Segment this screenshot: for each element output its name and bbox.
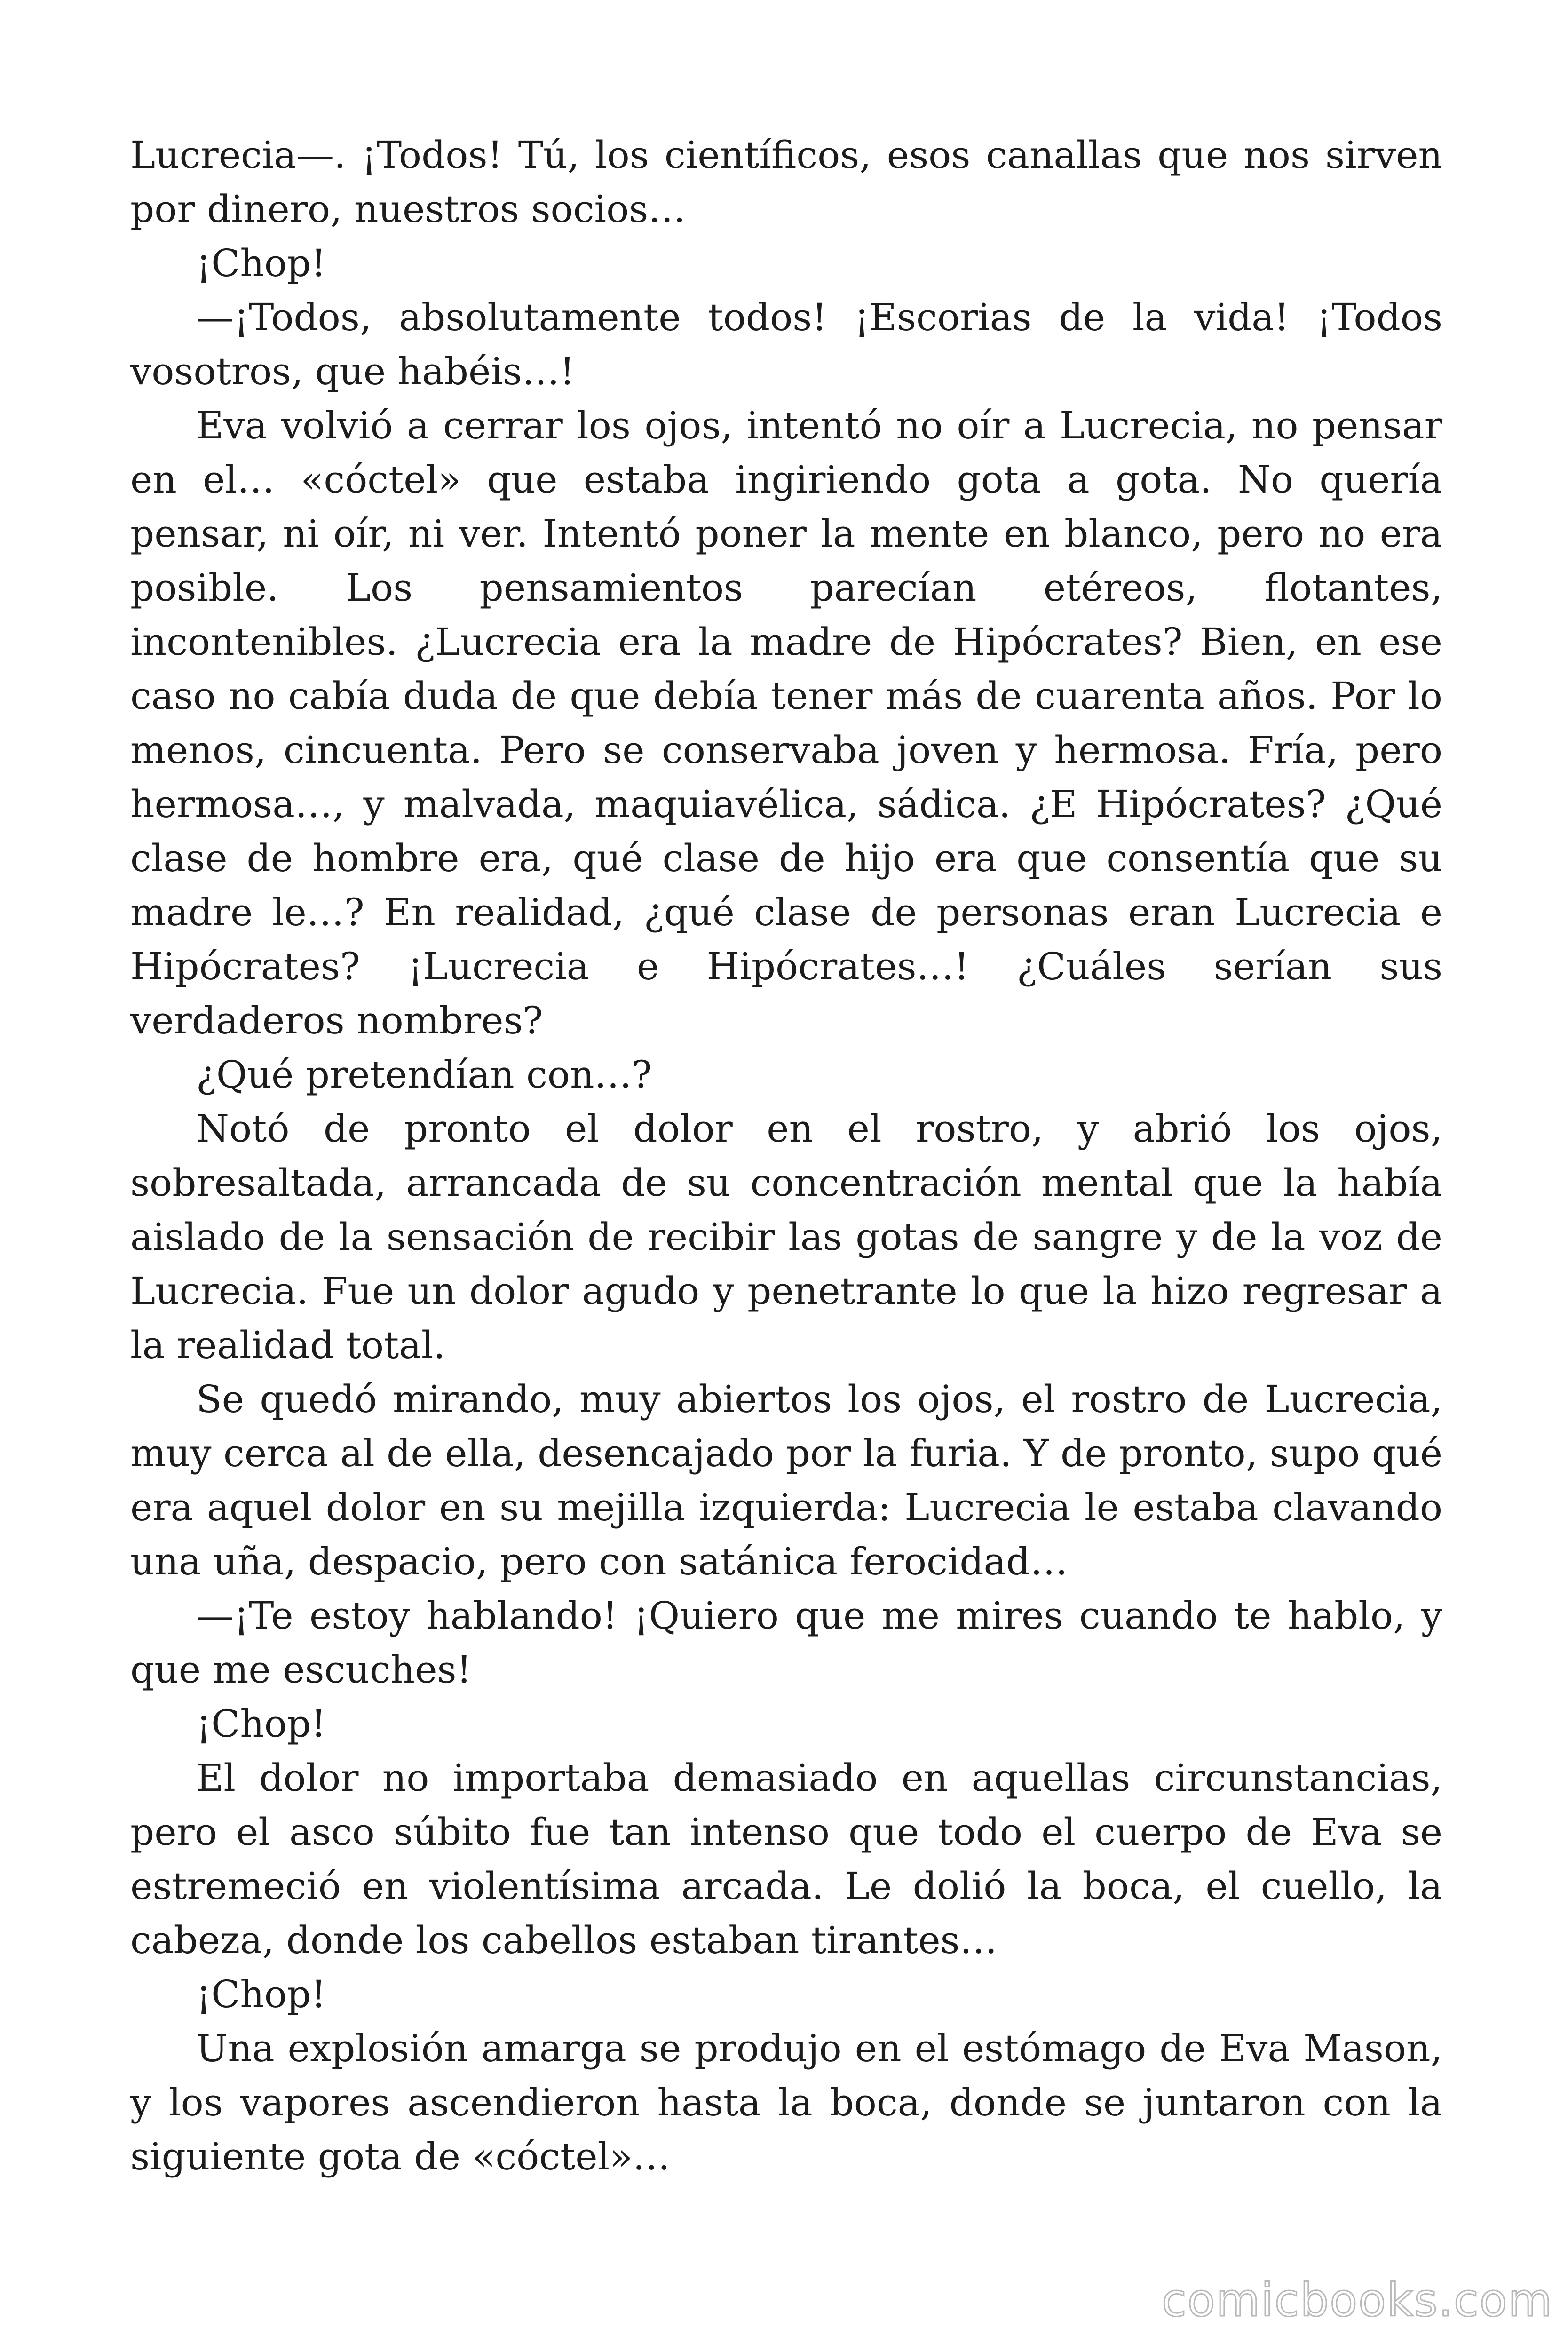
paragraph: El dolor no importaba demasiado en aquellas circunstancias, pero el asco súbito fue tan intenso que todo el cuerpo de Eva se estremeció en violentísima arcada. Le dolió la boca, el cuello, la cabeza, donde los cabellos estaban tirantes… <box>130 1756 1442 1962</box>
paragraph: ¡Chop! <box>196 1972 326 2016</box>
paragraph: ¿Qué pretendían con…? <box>196 1053 652 1097</box>
paragraph: ¡Chop! <box>196 1702 326 1746</box>
paragraph: —¡Todos, absolutamente todos! ¡Escorias de la vida! ¡Todos vosotros, que habéis…! <box>130 295 1442 393</box>
paragraph: Se quedó mirando, muy abiertos los ojos, el rostro de Lucrecia, muy cerca al de ella, desencajado por la furia. Y de pronto, supo qué era aquel dolor en su mejilla izquierda: Lucrecia le estaba clavando una uña, despacio, pero con satánica ferocidad… <box>130 1377 1442 1583</box>
paragraph: —¡Te estoy hablando! ¡Quiero que me mires cuando te hablo, y que me escuches! <box>130 1594 1442 1692</box>
paragraph: Una explosión amarga se produjo en el estómago de Eva Mason, y los vapores ascendieron hasta la boca, donde se juntaron con la siguiente gota de «cóctel»… <box>130 2026 1442 2178</box>
paragraph: Notó de pronto el dolor en el rostro, y abrió los ojos, sobresaltada, arrancada de su concentración mental que la había aislado de la sensación de recibir las gotas de sangre y de la voz de Lucrecia. Fue un dolor agudo y penetrante lo que la hizo regresar a la realidad total. <box>130 1107 1442 1367</box>
watermark: comicbooks.com <box>1162 2274 1553 2327</box>
paragraph: ¡Chop! <box>196 241 326 285</box>
page-body <box>130 128 1442 2184</box>
paragraph: Eva volvió a cerrar los ojos, intentó no oír a Lucrecia, no pensar en el… «cóctel» que estaba ingiriendo gota a gota. No quería pensar, ni oír, ni ver. Intentó poner la mente en blanco, pero no era posible. Los pensamientos parecían etéreos, flotantes, incontenibles. ¿Lucrecia era la madre de Hipócrates? Bien, en ese caso no cabía duda de que debía tener más de cuarenta años. Por lo menos, cincuenta. Pero se conservaba joven y hermosa. Fría, pero hermosa…, y malvada, maquiavélica, sádica. ¿E Hipócrates? ¿Qué clase de hombre era, qué clase de hijo era que consentía que su madre le…? En realidad, ¿qué clase de personas eran Lucrecia e Hipócrates? ¡Lucrecia e Hipócrates…! ¿Cuáles serían sus verdaderos nombres? <box>130 404 1442 1042</box>
paragraph: Lucrecia—. ¡Todos! Tú, los científicos, esos canallas que nos sirven por dinero, nuestros socios… <box>130 133 1442 231</box>
